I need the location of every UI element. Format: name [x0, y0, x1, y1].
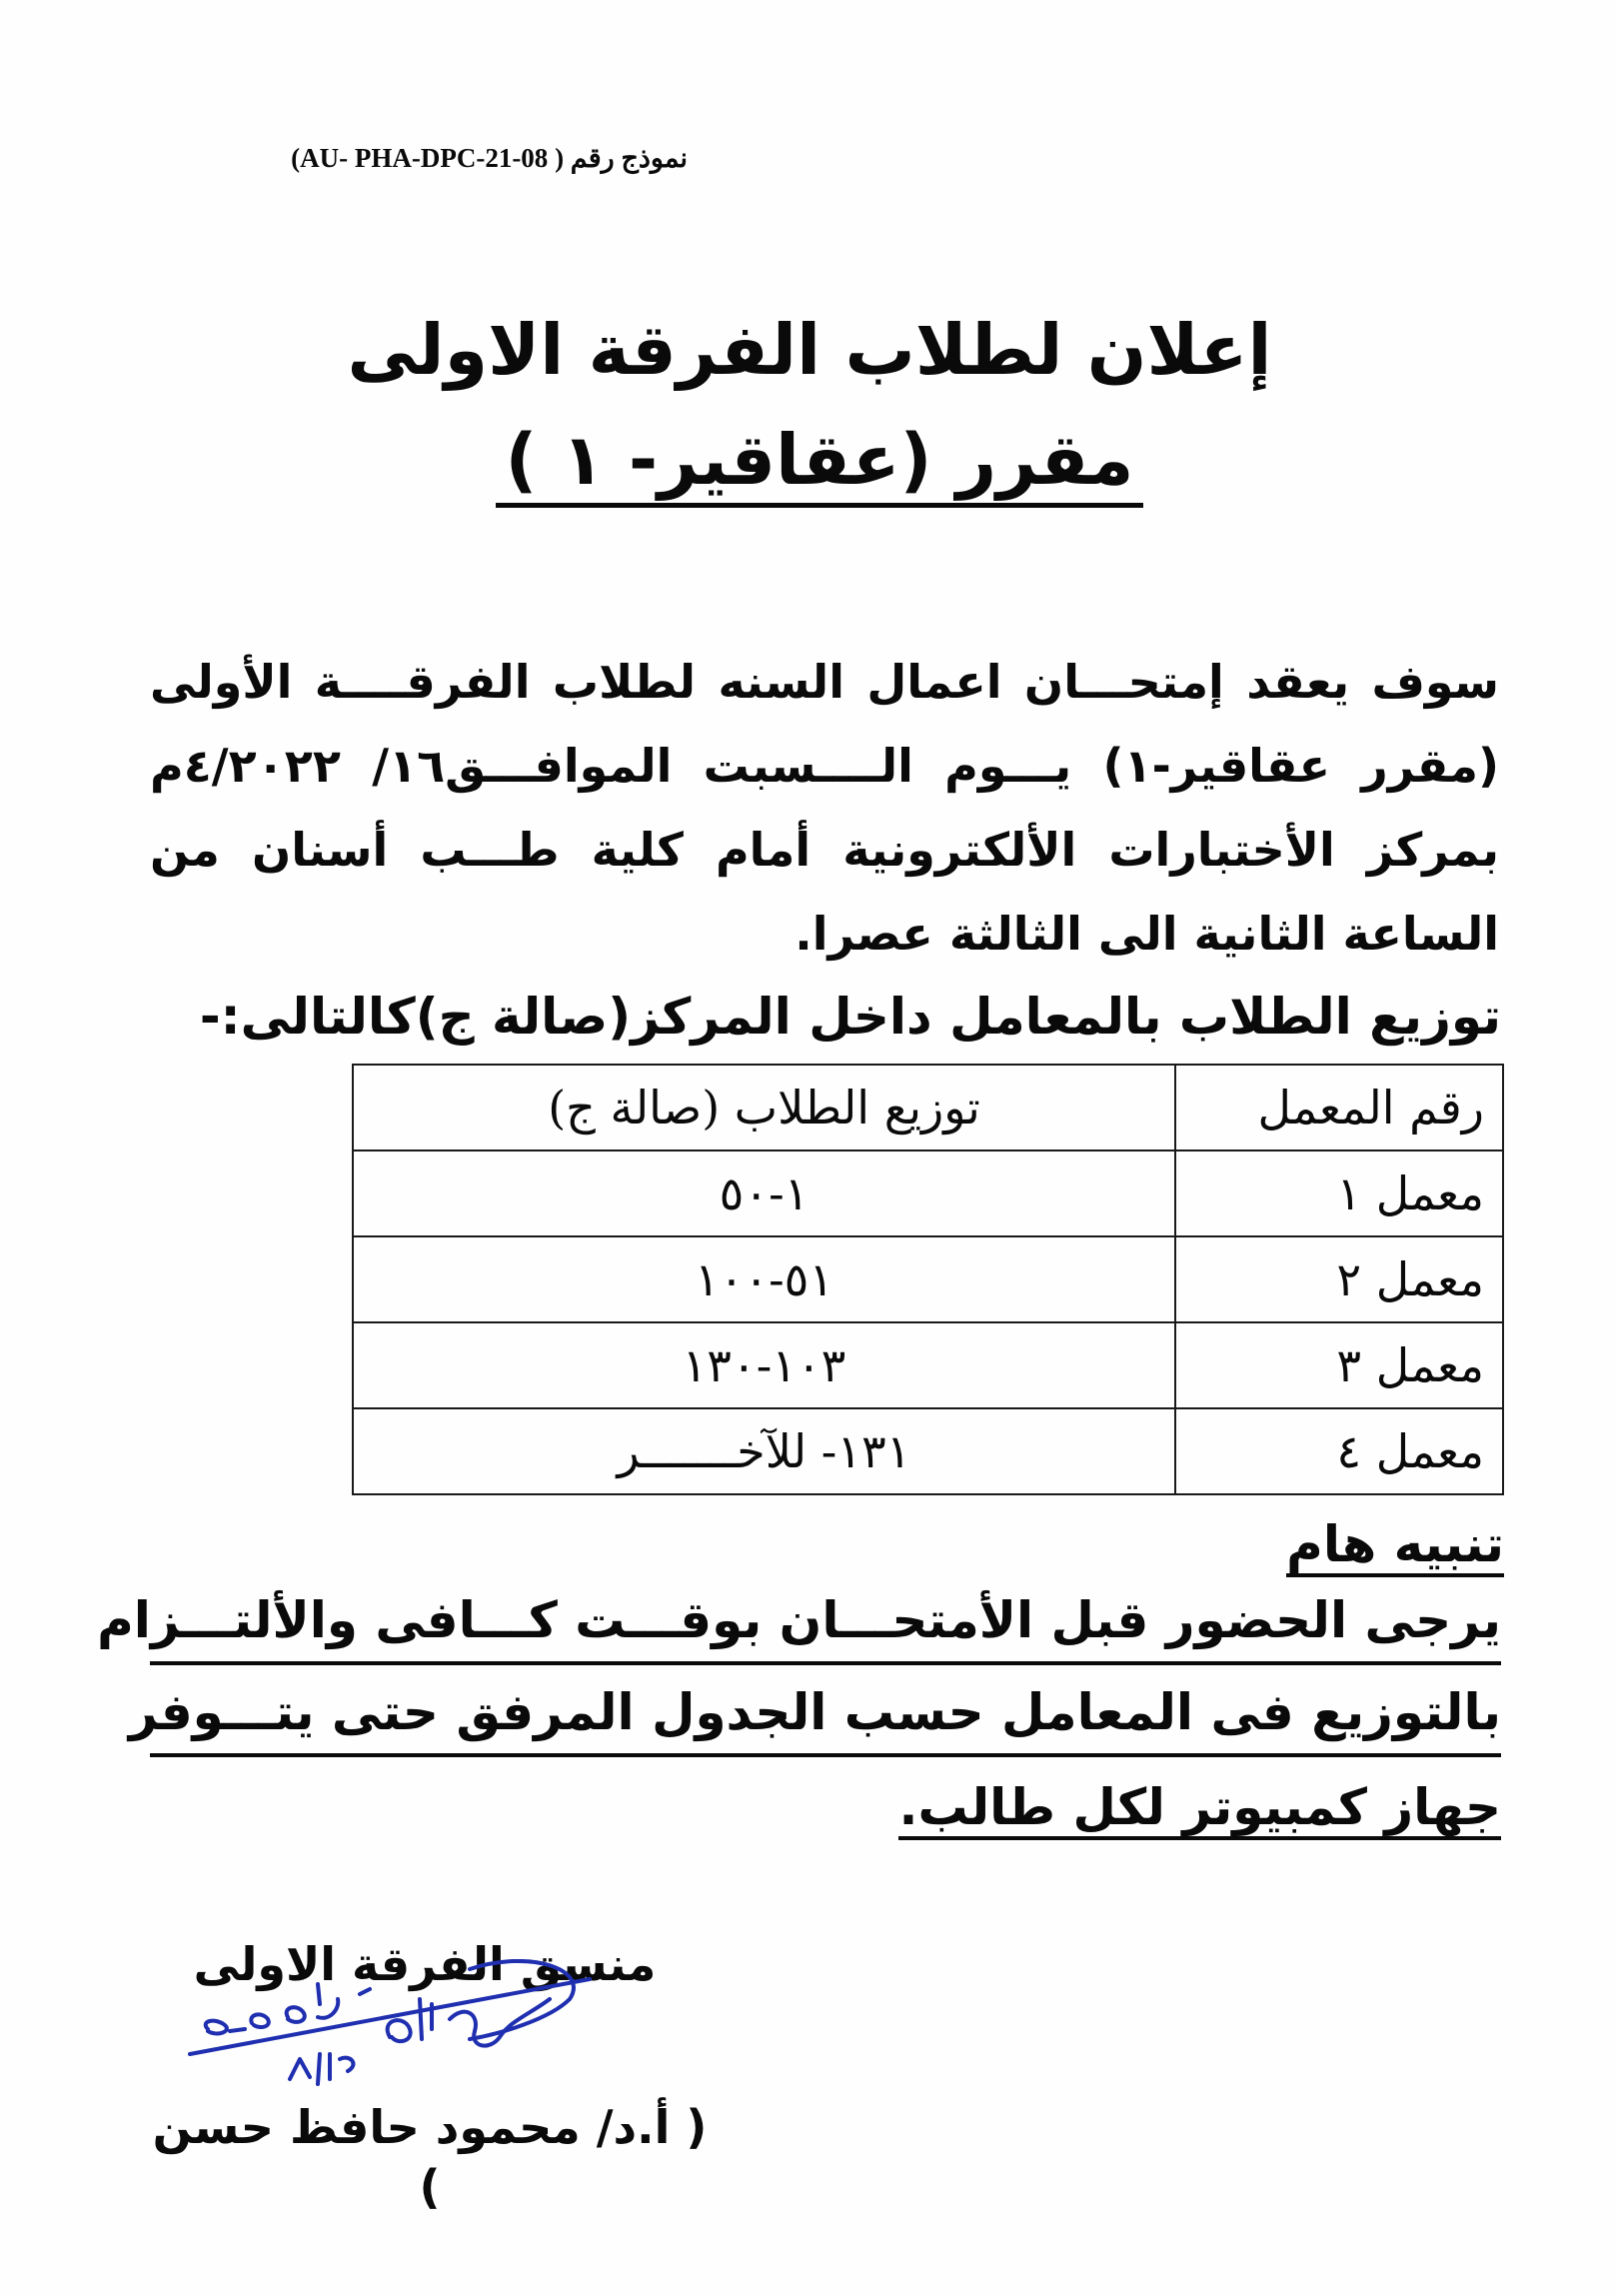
paragraph-line: الساعة الثانية الى الثالثة عصرا.: [795, 907, 1499, 961]
lab-cell: معمل ٣: [1175, 1322, 1503, 1408]
form-code: نموذج رقم ( AU- PHA-DPC-21-08): [291, 143, 688, 173]
table-header-row: [353, 1065, 1503, 1150]
lab-cell: معمل ١: [1175, 1150, 1503, 1236]
header-distribution: توزيع الطلاب (صالة ج): [353, 1065, 1175, 1150]
handwritten-signature-icon: [170, 1959, 610, 2099]
range-cell: ١٣١- للآخـــــــر: [353, 1408, 1175, 1494]
notice-line: يرجى الحضور قبل الأمتحـــان بوقـــت كـــافى والألتـــزام: [150, 1579, 1501, 1665]
paragraph-line: سوف يعقد إمتحـــان اعمال السنه لطلاب الفرقــــة الأولى: [150, 655, 1499, 709]
lab-cell: معمل ٤: [1175, 1408, 1503, 1494]
range-cell: ١-٥٠: [353, 1150, 1175, 1236]
notice-line-text: جهاز كمبيوتر لكل طالب.: [898, 1778, 1501, 1840]
paragraph-line: بمركز الأختبارات الألكترونية أمام كلية طـــب أسنان من: [150, 823, 1499, 877]
notice-line: بالتوزيع فى المعامل حسب الجدول المرفق حتى يتـــوفر: [150, 1671, 1501, 1757]
exam-announcement-paragraph: [150, 640, 1499, 976]
important-notice-title: [1099, 1509, 1504, 1579]
table-row: [353, 1150, 1503, 1236]
lab-distribution-table: [352, 1064, 1504, 1495]
range-cell: ٥١-١٠٠: [353, 1236, 1175, 1322]
notice-title-text: تنبيه هام: [1286, 1515, 1504, 1577]
course-subtitle: [470, 410, 1169, 510]
important-notice-body: [97, 1579, 1501, 1851]
announcement-title: إعلان لطلاب الفرقة الاولى: [347, 309, 1272, 391]
table-row: [353, 1408, 1503, 1494]
notice-line: [150, 1763, 1501, 1851]
course-subtitle-text: مقرر (عقاقير- ١ ): [496, 419, 1144, 508]
table-row: [353, 1236, 1503, 1322]
header-lab-number: رقم المعمل: [1175, 1065, 1503, 1150]
paragraph-line: (مقرر عقاقير-١) يـــوم الــــسبت الموافـــق١٦/ ٤/٢٠٢٢م: [150, 739, 1499, 793]
coordinator-role: منسق الفرقة الاولى: [193, 1937, 657, 1991]
coordinator-name: ( أ.د/ محمود حافظ حسن ): [152, 2100, 708, 2214]
lab-cell: معمل ٢: [1175, 1236, 1503, 1322]
distribution-heading: توزيع الطلاب بالمعامل داخل المركز(صالة ج)كالتالى:-: [199, 988, 1501, 1046]
table-row: [353, 1322, 1503, 1408]
range-cell: ١٠٣-١٣٠: [353, 1322, 1175, 1408]
